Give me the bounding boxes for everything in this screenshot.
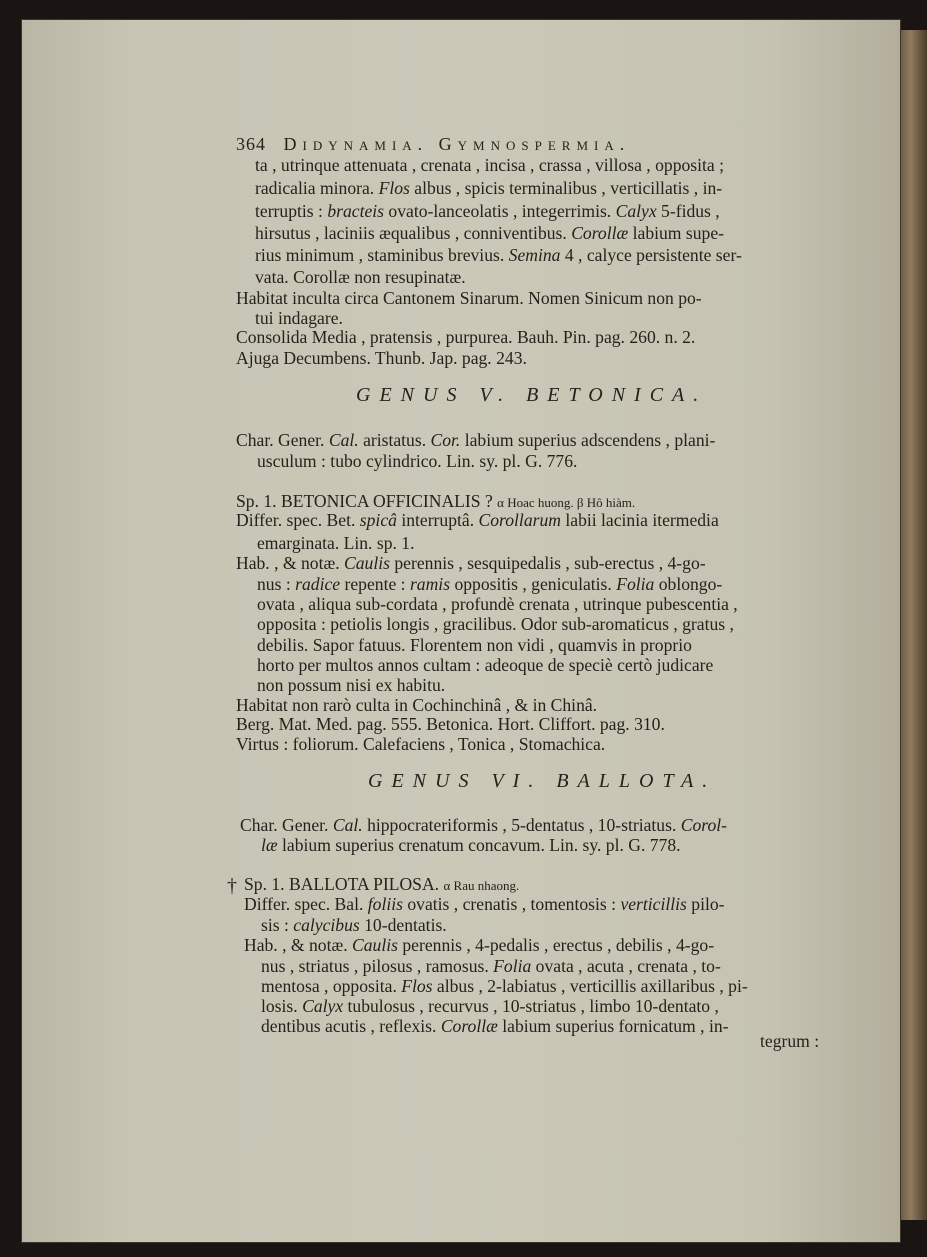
genus-heading: GENUS VI. BALLOTA. [368,770,717,792]
text-line: hirsutus , laciniis æqualibus , conniventibus. Corollæ labium supe- [255,223,725,243]
text-line: Differ. spec. Bet. spicâ interruptâ. Corollarum labii lacinia itermedia [236,510,719,530]
text-line: vata. Corollæ non resupinatæ. [255,267,466,287]
text-line: usculum : tubo cylindrico. Lin. sy. pl. G. 776. [257,451,578,471]
species-heading: Sp. 1. BETONICA OFFICINALIS ? α Hoac huong. β Hô hiàm. [236,491,636,511]
text-line: debilis. Sapor fatuus. Florentem non vidi , quamvis in proprio [257,635,692,655]
text-line: non possum nisi ex habitu. [257,675,446,695]
text-line: tui indagare. [255,308,343,328]
genus-heading: GENUS V. BETONICA. [356,384,708,406]
running-header [236,134,630,155]
text-line: Hab. , & notæ. Caulis perennis , 4-pedalis , erectus , debilis , 4-go- [244,935,715,955]
text-line: ovata , aliqua sub-cordata , profundè crenata , utrinque pubescentia , [257,594,738,614]
text-line: losis. Calyx tubulosus , recurvus , 10-striatus , limbo 10-dentato , [261,996,719,1016]
text-line: sis : calycibus 10-dentatis. [261,915,447,935]
text-line: nus : radice repente : ramis oppositis , geniculatis. Folia oblongo- [257,574,723,594]
dagger-mark: † [227,875,237,897]
text-line: rius minimum , staminibus brevius. Semina 4 , calyce persistente ser- [255,245,742,265]
text-line: Consolida Media , pratensis , purpurea. Bauh. Pin. pag. 260. n. 2. [236,327,696,347]
text-line: Differ. spec. Bal. foliis ovatis , crenatis , tomentosis : verticillis pilo- [244,894,725,914]
text-line: horto per multos annos cultam : adeoque de speciè certò judicare [257,655,714,675]
text-line: opposita : petiolis longis , gracilibus. Odor sub-aromaticus , gratus , [257,614,734,634]
text-line: dentibus acutis , reflexis. Corollæ labium superius fornicatum , in- [261,1016,729,1036]
running-title: Didynamia. Gymnospermia. [283,134,631,154]
text-line: Habitat inculta circa Cantonem Sinarum. Nomen Sinicum non po- [236,288,702,308]
text-line: emarginata. Lin. sp. 1. [257,533,415,553]
text-line: Ajuga Decumbens. Thunb. Jap. pag. 243. [236,348,527,368]
text-line: nus , striatus , pilosus , ramosus. Folia ovata , acuta , crenata , to- [261,956,721,976]
text-line: radicalia minora. Flos albus , spicis terminalibus , verticillatis , in- [255,178,723,198]
text-line: terruptis : bracteis ovato-lanceolatis , integerrimis. Calyx 5-fidus , [255,201,720,221]
next-page-edge [900,30,927,1220]
text-line: Char. Gener. Cal. aristatus. Cor. labium superius adscendens , plani- [236,430,716,450]
text-line: Hab. , & notæ. Caulis perennis , sesquipedalis , sub-erectus , 4-go- [236,553,706,573]
text-line: Char. Gener. Cal. hippocrateriformis , 5-dentatus , 10-striatus. Corol- [240,815,728,835]
text-line: Habitat non rarò culta in Cochinchinâ , & in Chinâ. [236,695,598,715]
text-line: læ labium superius crenatum concavum. Lin. sy. pl. G. 778. [261,835,681,855]
text-line: mentosa , opposita. Flos albus , 2-labiatus , verticillis axillaribus , pi- [261,976,748,996]
text-line: Berg. Mat. Med. pag. 555. Betonica. Hort. Cliffort. pag. 310. [236,714,665,734]
page-number: 364 [236,134,266,154]
catchword: tegrum : [760,1031,820,1051]
text-line: Virtus : foliorum. Calefaciens , Tonica , Stomachica. [236,734,606,754]
text-line: ta , utrinque attenuata , crenata , incisa , crassa , villosa , opposita ; [255,155,725,175]
species-heading: Sp. 1. BALLOTA PILOSA. α Rau nhaong. [244,874,520,894]
